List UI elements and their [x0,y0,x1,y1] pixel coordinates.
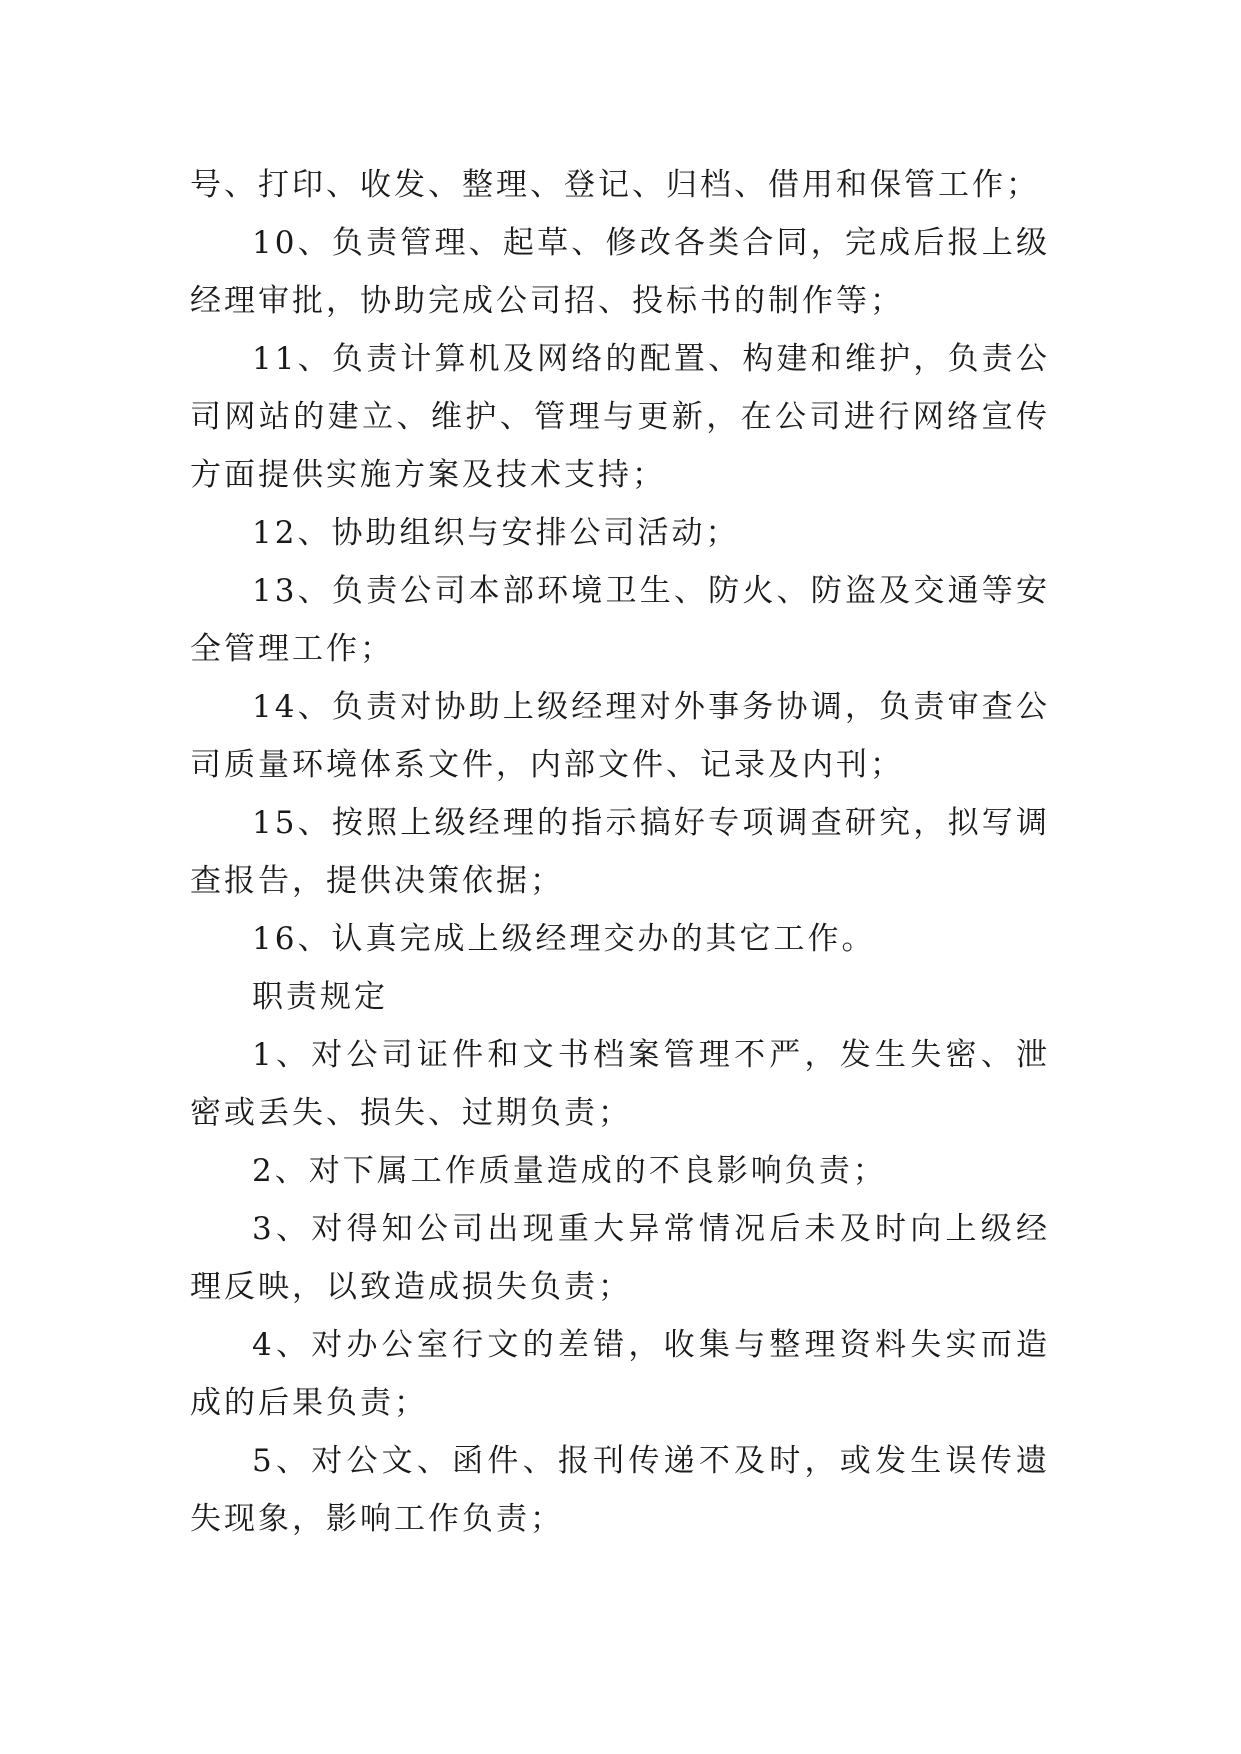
paragraph-item-15: 15、按照上级经理的指示搞好专项调查研究，拟写调查报告，提供决策依据； [190,805,1050,899]
document-body [190,156,1050,1548]
paragraph-continuation: 号、打印、收发、整理、登记、归档、借用和保管工作； [190,167,1040,203]
paragraph-item-13: 13、负责公司本部环境卫生、防火、防盗及交通等安全管理工作； [190,573,1050,667]
paragraph-rule-4: 4、对办公室行文的差错，收集与整理资料失实而造成的后果负责； [190,1327,1050,1421]
paragraph-rule-3: 3、对得知公司出现重大异常情况后未及时向上级经理反映，以致造成损失负责； [190,1211,1050,1305]
paragraph-item-14: 14、负责对协助上级经理对外事务协调，负责审查公司质量环境体系文件，内部文件、记录及内刊； [190,689,1050,783]
paragraph-item-10: 10、负责管理、起草、修改各类合同，完成后报上级经理审批，协助完成公司招、投标书的制作等； [190,225,1050,319]
paragraph-item-12: 12、协助组织与安排公司活动； [252,515,740,551]
section-heading: 职责规定 [252,979,388,1015]
paragraph-rule-5: 5、对公文、函件、报刊传递不及时，或发生误传遗失现象，影响工作负责； [190,1443,1050,1537]
paragraph-rule-2: 2、对下属工作质量造成的不良影响负责； [252,1153,887,1189]
paragraph-item-11: 11、负责计算机及网络的配置、构建和维护，负责公司网站的建立、维护、管理与更新，在公司进行网络宣传方面提供实施方案及技术支持； [190,341,1050,493]
paragraph-item-16: 16、认真完成上级经理交办的其它工作。 [252,921,876,957]
paragraph-rule-1: 1、对公司证件和文书档案管理不严，发生失密、泄密或丢失、损失、过期负责； [190,1037,1050,1131]
